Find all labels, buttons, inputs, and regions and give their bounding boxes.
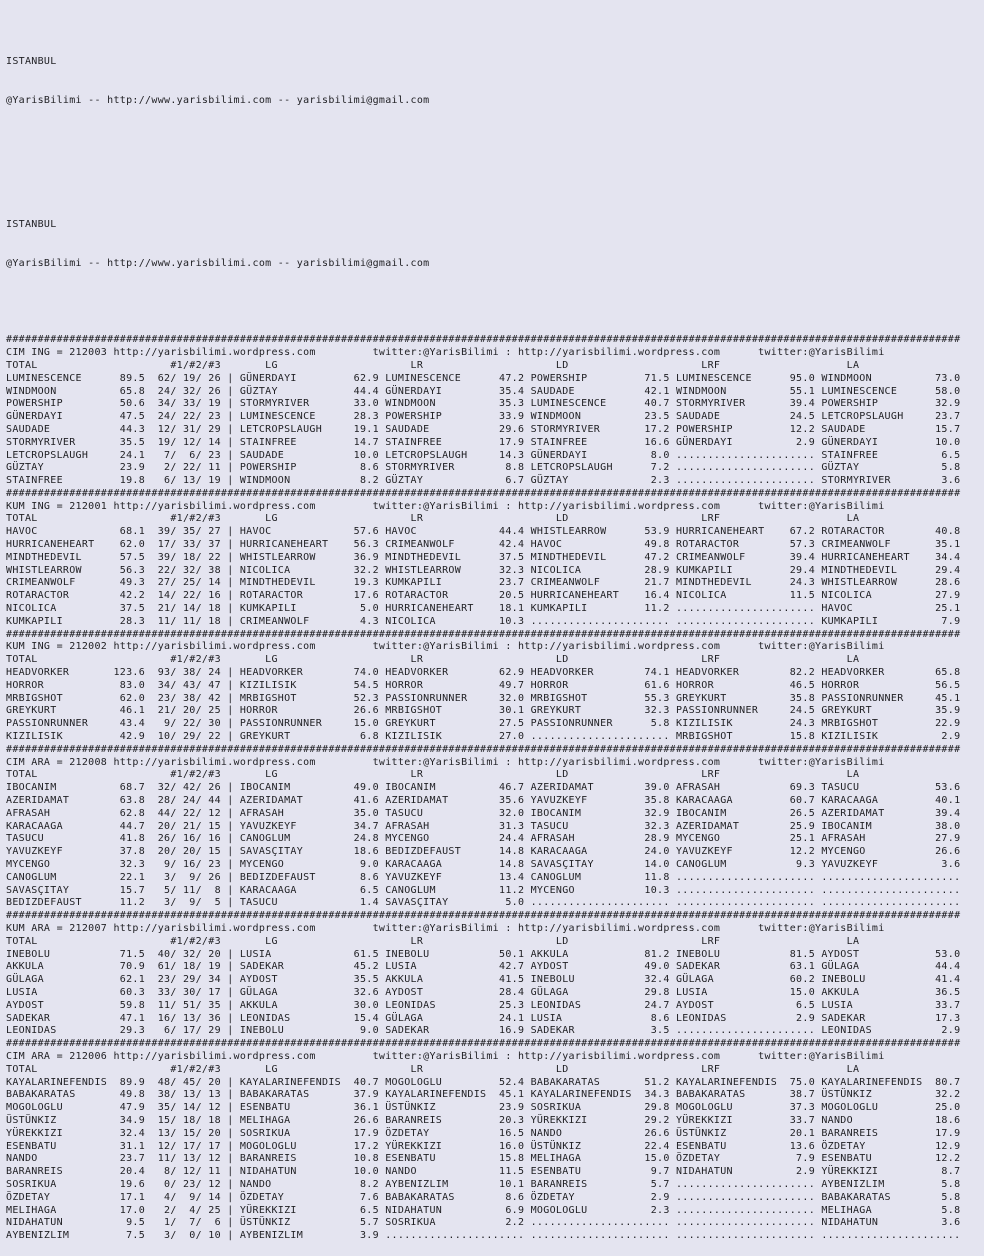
column-header-row: TOTAL #1/#2/#3 LG LR LD LRF LA: [6, 769, 860, 781]
stats-row: POWERSHIP 50.6 34/ 33/ 19 | STORMYRIVER 33.0 WINDMOON 35.3 LUMINESCENCE 40.7 STORMYRIVER 39.4 POWERSHIP 32.9: [6, 398, 961, 410]
stats-row: WHISTLEARROW 56.3 22/ 32/ 38 | NICOLICA 32.2 WHISTLEARROW 32.3 NICOLICA 28.9 KUMKAPILI 29.4 MINDTHEDEVIL 29.4: [6, 564, 961, 576]
stats-row: YAVUZKEYF 37.8 20/ 20/ 15 | SAVASÇITAY 18.6 BEDIZDEFAUST 14.8 KARACAAGA 24.0 YAVUZKEYF 12.2 MYCENGO 26.6: [6, 846, 961, 858]
stats-row: ÜSTÜNKIZ 34.9 15/ 18/ 18 | MELIHAGA 26.6 BARANREIS 20.3 YÜREKKIZI 29.2 YÜREKKIZI 33.7 NANDO 18.6: [6, 1114, 961, 1126]
stats-row: KARACAAGA 44.7 20/ 21/ 15 | YAVUZKEYF 34.7 AFRASAH 31.3 TASUCU 32.3 AZERIDAMAT 25.9 IBOCANIM 38.0: [6, 820, 961, 832]
stats-row: NANDO 23.7 11/ 13/ 12 | BARANREIS 10.8 ESENBATU 15.8 MELIHAGA 15.0 ÖZDETAY 7.9 ESENBATU 12.2: [6, 1153, 961, 1165]
section-separator: #######################################################################################################################################################: [6, 1038, 961, 1050]
stats-row: HEADVORKER 123.6 93/ 38/ 24 | HEADVORKER 74.0 HEADVORKER 62.9 HEADVORKER 74.1 HEADVORKER 82.2 HEADVORKER 65.8: [6, 667, 961, 679]
stats-row: TASUCU 41.8 26/ 16/ 16 | CANOGLUM 24.8 MYCENGO 24.4 AFRASAH 28.9 MYCENGO 25.1 AFRASAH 27.9: [6, 833, 961, 845]
stats-row: ÖZDETAY 17.1 4/ 9/ 14 | ÖZDETAY 7.6 BABAKARATAS 8.6 ÖZDETAY 2.9 ...................... BABAKARATAS 5.8: [6, 1191, 961, 1203]
stats-row: GÜNERDAYI 47.5 24/ 22/ 23 | LUMINESCENCE 28.3 POWERSHIP 33.9 WINDMOON 23.5 SAUDADE 24.5 LETCROPSLAUGH 23.7: [6, 411, 961, 423]
stats-row: GREYKURT 46.1 21/ 20/ 25 | HORROR 26.6 MRBIGSHOT 30.1 GREYKURT 32.3 PASSIONRUNNER 24.5 GREYKURT 35.9: [6, 705, 961, 717]
stats-row: LUSIA 60.3 33/ 30/ 17 | GÜLAGA 32.6 AYDOST 28.4 GÜLAGA 29.8 LUSIA 15.0 AKKULA 36.5: [6, 986, 961, 998]
stats-row: GÜZTAY 23.9 2/ 22/ 11 | POWERSHIP 8.6 STORMYRIVER 8.8 LETCROPSLAUGH 7.2 ...................... GÜZTAY 5.8: [6, 462, 961, 474]
stats-row: CANOGLUM 22.1 3/ 9/ 26 | BEDIZDEFAUST 8.6 YAVUZKEYF 13.4 CANOGLUM 11.8 ...................... ......................: [6, 871, 961, 883]
stats-row: SADEKAR 47.1 16/ 13/ 36 | LEONIDAS 15.4 GÜLAGA 24.1 LUSIA 8.6 LEONIDAS 2.9 SADEKAR 17.3: [6, 1012, 961, 1024]
stats-row: ROTARACTOR 42.2 14/ 22/ 16 | ROTARACTOR 17.6 ROTARACTOR 20.5 HURRICANEHEART 16.4 NICOLICA 11.5 NICOLICA 27.9: [6, 590, 961, 602]
stats-row: HURRICANEHEART 62.0 17/ 33/ 37 | HURRICANEHEART 56.3 CRIMEANWOLF 42.4 HAVOC 49.8 ROTARACTOR 57.3 CRIMEANWOLF 35.1: [6, 539, 961, 551]
city-line: ISTANBUL: [6, 219, 57, 231]
sections-container: [6, 334, 984, 1243]
stats-row: MELIHAGA 17.0 2/ 4/ 25 | YÜREKKIZI 6.5 NIDAHATUN 6.9 MOGOLOGLU 2.3 ...................... MELIHAGA 5.8: [6, 1204, 961, 1216]
column-header-row: TOTAL #1/#2/#3 LG LR LD LRF LA: [6, 935, 860, 947]
stats-row: STORMYRIVER 35.5 19/ 12/ 14 | STAINFREE 14.7 STAINFREE 17.9 STAINFREE 16.6 GÜNERDAYI 2.9 GÜNERDAYI 10.0: [6, 436, 961, 448]
section-title: KUM ING = 212001 http://yarisbilimi.wordpress.com twitter:@YarisBilimi : http://yarisbilimi.wordpress.com twitter:@YarisBilimi: [6, 500, 885, 512]
stats-row: MRBIGSHOT 62.0 23/ 38/ 42 | MRBIGSHOT 52.3 PASSIONRUNNER 32.0 MRBIGSHOT 55.3 GREYKURT 35.8 PASSIONRUNNER 45.1: [6, 692, 961, 704]
contact-line: @YarisBilimi -- http://www.yarisbilimi.com -- yarisbilimi@gmail.com: [6, 257, 430, 269]
stats-row: HAVOC 68.1 39/ 35/ 27 | HAVOC 57.6 HAVOC 44.4 WHISTLEARROW 53.9 HURRICANEHEART 67.2 ROTARACTOR 40.8: [6, 526, 961, 538]
stats-row: LEONIDAS 29.3 6/ 17/ 29 | INEBOLU 9.0 SADEKAR 16.9 SADEKAR 3.5 ...................... LEONIDAS 2.9: [6, 1025, 961, 1037]
stats-row: AFRASAH 62.8 44/ 22/ 12 | AFRASAH 35.0 TASUCU 32.0 IBOCANIM 32.9 IBOCANIM 26.5 AZERIDAMAT 39.4: [6, 807, 961, 819]
column-header-row: TOTAL #1/#2/#3 LG LR LD LRF LA: [6, 654, 860, 666]
stats-row: MINDTHEDEVIL 57.5 39/ 18/ 22 | WHISTLEARROW 36.9 MINDTHEDEVIL 37.5 MINDTHEDEVIL 47.2 CRIMEANWOLF 39.4 HURRICANEHEART 34.4: [6, 551, 961, 563]
stats-row: AKKULA 70.9 61/ 18/ 19 | SADEKAR 45.2 LUSIA 42.7 AYDOST 49.0 SADEKAR 63.1 GÜLAGA 44.4: [6, 961, 961, 973]
stats-row: HORROR 83.0 34/ 43/ 47 | KIZILISIK 54.5 HORROR 49.7 HORROR 61.6 HORROR 46.5 HORROR 56.5: [6, 679, 961, 691]
stats-row: PASSIONRUNNER 43.4 9/ 22/ 30 | PASSIONRUNNER 15.0 GREYKURT 27.5 PASSIONRUNNER 5.8 KIZILISIK 24.3 MRBIGSHOT 22.9: [6, 718, 961, 730]
section-title: KUM ING = 212002 http://yarisbilimi.wordpress.com twitter:@YarisBilimi : http://yarisbilimi.wordpress.com twitter:@YarisBilimi: [6, 641, 885, 653]
section-title: CIM ING = 212003 http://yarisbilimi.wordpress.com twitter:@YarisBilimi : http://yarisbilimi.wordpress.com twitter:@YarisBilimi: [6, 347, 885, 359]
stats-row: SAVASÇITAY 15.7 5/ 11/ 8 | KARACAAGA 6.5 CANOGLUM 11.2 MYCENGO 10.3 ...................... ......................: [6, 884, 961, 896]
stats-row: BARANREIS 20.4 8/ 12/ 11 | NIDAHATUN 10.0 NANDO 11.5 ESENBATU 9.7 NIDAHATUN 2.9 YÜREKKIZI 8.7: [6, 1166, 961, 1178]
stats-row: GÜLAGA 62.1 23/ 29/ 34 | AYDOST 35.5 AKKULA 41.5 INEBOLU 32.4 GÜLAGA 60.2 INEBOLU 41.4: [6, 974, 961, 986]
section-title: CIM ARA = 212008 http://yarisbilimi.wordpress.com twitter:@YarisBilimi : http://yarisbilimi.wordpress.com twitter:@YarisBilimi: [6, 756, 885, 768]
column-header-row: TOTAL #1/#2/#3 LG LR LD LRF LA: [6, 513, 860, 525]
stats-row: YÜREKKIZI 32.4 13/ 15/ 20 | SOSRIKUA 17.9 ÖZDETAY 16.5 NANDO 26.6 ÜSTÜNKIZ 20.1 BARANREIS 17.9: [6, 1127, 961, 1139]
stats-row: SOSRIKUA 19.6 0/ 23/ 12 | NANDO 8.2 AYBENIZLIM 10.1 BARANREIS 5.7 ...................... AYBENIZLIM 5.8: [6, 1178, 961, 1190]
stats-row: MOGOLOGLU 47.9 35/ 14/ 12 | ESENBATU 36.1 ÜSTÜNKIZ 23.9 SOSRIKUA 29.8 MOGOLOGLU 37.3 MOGOLOGLU 25.0: [6, 1102, 961, 1114]
stats-row: IBOCANIM 68.7 32/ 42/ 26 | IBOCANIM 49.0 IBOCANIM 46.7 AZERIDAMAT 39.0 AFRASAH 69.3 TASUCU 53.6: [6, 782, 961, 794]
section-title: KUM ARA = 212007 http://yarisbilimi.wordpress.com twitter:@YarisBilimi : http://yarisbilimi.wordpress.com twitter:@YarisBilimi: [6, 922, 885, 934]
stats-row: MYCENGO 32.3 9/ 16/ 23 | MYCENGO 9.0 KARACAAGA 14.8 SAVASÇITAY 14.0 CANOGLUM 9.3 YAVUZKEYF 3.6: [6, 859, 961, 870]
column-header-row: TOTAL #1/#2/#3 LG LR LD LRF LA: [6, 1063, 860, 1075]
section-separator: #######################################################################################################################################################: [6, 487, 961, 499]
stats-row: SAUDADE 44.3 12/ 31/ 29 | LETCROPSLAUGH 19.1 SAUDADE 29.6 STORMYRIVER 17.2 POWERSHIP 12.2 SAUDADE 15.7: [6, 423, 961, 435]
stats-row: LUMINESCENCE 89.5 62/ 19/ 26 | GÜNERDAYI 62.9 LUMINESCENCE 47.2 POWERSHIP 71.5 LUMINESCENCE 95.0 WINDMOON 73.0: [6, 372, 961, 384]
stats-row: KAYALARINEFENDIS 89.9 48/ 45/ 20 | KAYALARINEFENDIS 40.7 MOGOLOGLU 52.4 BABAKARATAS 51.2 KAYALARINEFENDIS 75.0 KAYALARINEFENDIS 80.7: [6, 1076, 961, 1088]
stats-row: BABAKARATAS 49.8 38/ 13/ 13 | BABAKARATAS 37.9 KAYALARINEFENDIS 45.1 KAYALARINEFENDIS 34.3 BABAKARATAS 38.7 ÜSTÜNKIZ 32.2: [6, 1089, 961, 1101]
section-separator: #######################################################################################################################################################: [6, 334, 961, 346]
stats-row: NICOLICA 37.5 21/ 14/ 18 | KUMKAPILI 5.0 HURRICANEHEART 18.1 KUMKAPILI 11.2 ...................... HAVOC 25.1: [6, 603, 961, 615]
section-separator: #######################################################################################################################################################: [6, 628, 961, 640]
letterhead: [6, 31, 984, 133]
stats-row: AYDOST 59.8 11/ 51/ 35 | AKKULA 30.0 LEONIDAS 25.3 LEONIDAS 24.7 AYDOST 6.5 LUSIA 33.7: [6, 999, 961, 1011]
stats-row: BEDIZDEFAUST 11.2 3/ 9/ 5 | TASUCU 1.4 SAVASÇITAY 5.0 ...................... ...................... ......................: [6, 897, 961, 909]
stats-row: KUMKAPILI 28.3 11/ 11/ 18 | CRIMEANWOLF 4.3 NICOLICA 10.3 ...................... ...................... KUMKAPILI 7.9: [6, 615, 961, 627]
section-separator: #######################################################################################################################################################: [6, 743, 961, 755]
stats-row: CRIMEANWOLF 49.3 27/ 25/ 14 | MINDTHEDEVIL 19.3 KUMKAPILI 23.7 CRIMEANWOLF 21.7 MINDTHEDEVIL 24.3 WHISTLEARROW 28.6: [6, 577, 961, 589]
city-line: ISTANBUL: [6, 56, 57, 68]
stats-row: LETCROPSLAUGH 24.1 7/ 6/ 23 | SAUDADE 10.0 LETCROPSLAUGH 14.3 GÜNERDAYI 8.0 ...................... STAINFREE 6.5: [6, 449, 961, 461]
letterhead-repeat: [6, 194, 984, 296]
section-title: CIM ARA = 212006 http://yarisbilimi.wordpress.com twitter:@YarisBilimi : http://yarisbilimi.wordpress.com twitter:@YarisBilimi: [6, 1050, 885, 1062]
section-separator: #######################################################################################################################################################: [6, 910, 961, 922]
contact-line: @YarisBilimi -- http://www.yarisbilimi.com -- yarisbilimi@gmail.com: [6, 94, 430, 106]
stats-row: INEBOLU 71.5 40/ 32/ 20 | LUSIA 61.5 INEBOLU 50.1 AKKULA 81.2 INEBOLU 81.5 AYDOST 53.0: [6, 948, 961, 960]
stats-row: NIDAHATUN 9.5 1/ 7/ 6 | ÜSTÜNKIZ 5.7 SOSRIKUA 2.2 ...................... ...................... NIDAHATUN 3.6: [6, 1217, 961, 1229]
stats-row: WINDMOON 65.8 24/ 32/ 26 | GÜZTAY 44.4 GÜNERDAYI 35.4 SAUDADE 42.1 WINDMOON 55.1 LUMINESCENCE 58.0: [6, 385, 961, 397]
stats-row: KIZILISIK 42.9 10/ 29/ 22 | GREYKURT 6.8 KIZILISIK 27.0 ...................... MRBIGSHOT 15.8 KIZILISIK 2.9: [6, 731, 961, 743]
stats-row: AYBENIZLIM 7.5 3/ 0/ 10 | AYBENIZLIM 3.9 ...................... ...................... ...................... ......................: [6, 1230, 961, 1242]
column-header-row: TOTAL #1/#2/#3 LG LR LD LRF LA: [6, 359, 860, 371]
stats-row: ESENBATU 31.1 12/ 17/ 17 | MOGOLOGLU 17.2 YÜREKKIZI 16.0 ÜSTÜNKIZ 22.4 ESENBATU 13.6 ÖZDETAY 12.9: [6, 1140, 961, 1152]
stats-row: STAINFREE 19.8 6/ 13/ 19 | WINDMOON 8.2 GÜZTAY 6.7 GÜZTAY 2.3 ...................... STORMYRIVER 3.6: [6, 475, 961, 487]
stats-row: AZERIDAMAT 63.8 28/ 24/ 44 | AZERIDAMAT 41.6 AZERIDAMAT 35.6 YAVUZKEYF 35.8 KARACAAGA 60.7 KARACAAGA 40.1: [6, 795, 961, 807]
